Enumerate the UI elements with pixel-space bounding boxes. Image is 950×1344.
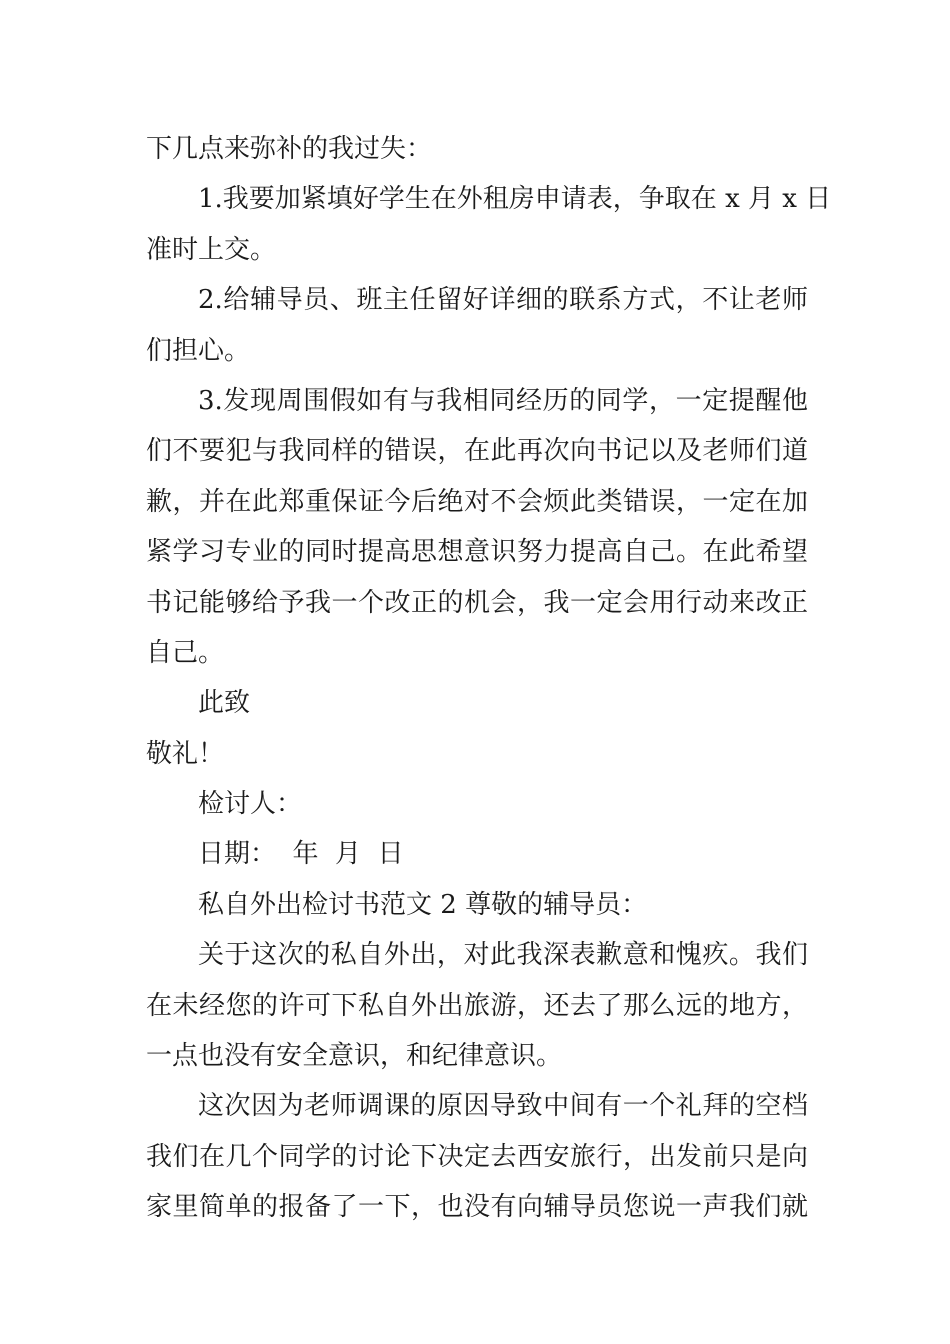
text-line: 准时上交。	[146, 234, 277, 265]
text-line: 3.发现周围假如有与我相同经历的同学，一定提醒他	[198, 385, 808, 416]
text-line: 我们在几个同学的讨论下决定去西安旅行，出发前只是向	[146, 1141, 808, 1172]
text-line: 在未经您的许可下私自外出旅游，还去了那么远的地方，	[146, 990, 808, 1021]
text-line: 们不要犯与我同样的错误，在此再次向书记以及老师们道	[146, 436, 808, 467]
text-line: 自己。	[146, 637, 225, 668]
text-line: 紧学习专业的同时提高思想意识努力提高自己。在此希望	[146, 537, 808, 568]
signer-line: 检讨人：	[198, 789, 303, 820]
date-line: 日期： 年 月 日	[198, 839, 404, 870]
text-line: 家里简单的报备了一下，也没有向辅导员您说一声我们就	[146, 1192, 808, 1223]
text-line: 歉，并在此郑重保证今后绝对不会烦此类错误，一定在加	[146, 486, 808, 517]
text-line: 1.我要加紧填好学生在外租房申请表，争取在 x 月 x 日	[198, 184, 832, 215]
section-heading: 私自外出检讨书范文 2 尊敬的辅导员：	[198, 889, 648, 920]
salutation-line: 敬礼！	[146, 738, 225, 769]
text-line: 2.给辅导员、班主任留好详细的联系方式，不让老师	[198, 285, 808, 316]
text-line: 关于这次的私自外出，对此我深表歉意和愧疚。我们	[198, 940, 808, 971]
text-line: 们担心。	[146, 335, 251, 366]
text-line: 下几点来弥补的我过失：	[146, 134, 433, 164]
text-line: 一点也没有安全意识，和纪律意识。	[146, 1041, 563, 1072]
text-line: 书记能够给予我一个改正的机会，我一定会用行动来改正	[146, 587, 808, 618]
document-body	[146, 124, 832, 1233]
closing-line: 此致	[198, 688, 251, 719]
text-line: 这次因为老师调课的原因导致中间有一个礼拜的空档	[198, 1091, 808, 1122]
